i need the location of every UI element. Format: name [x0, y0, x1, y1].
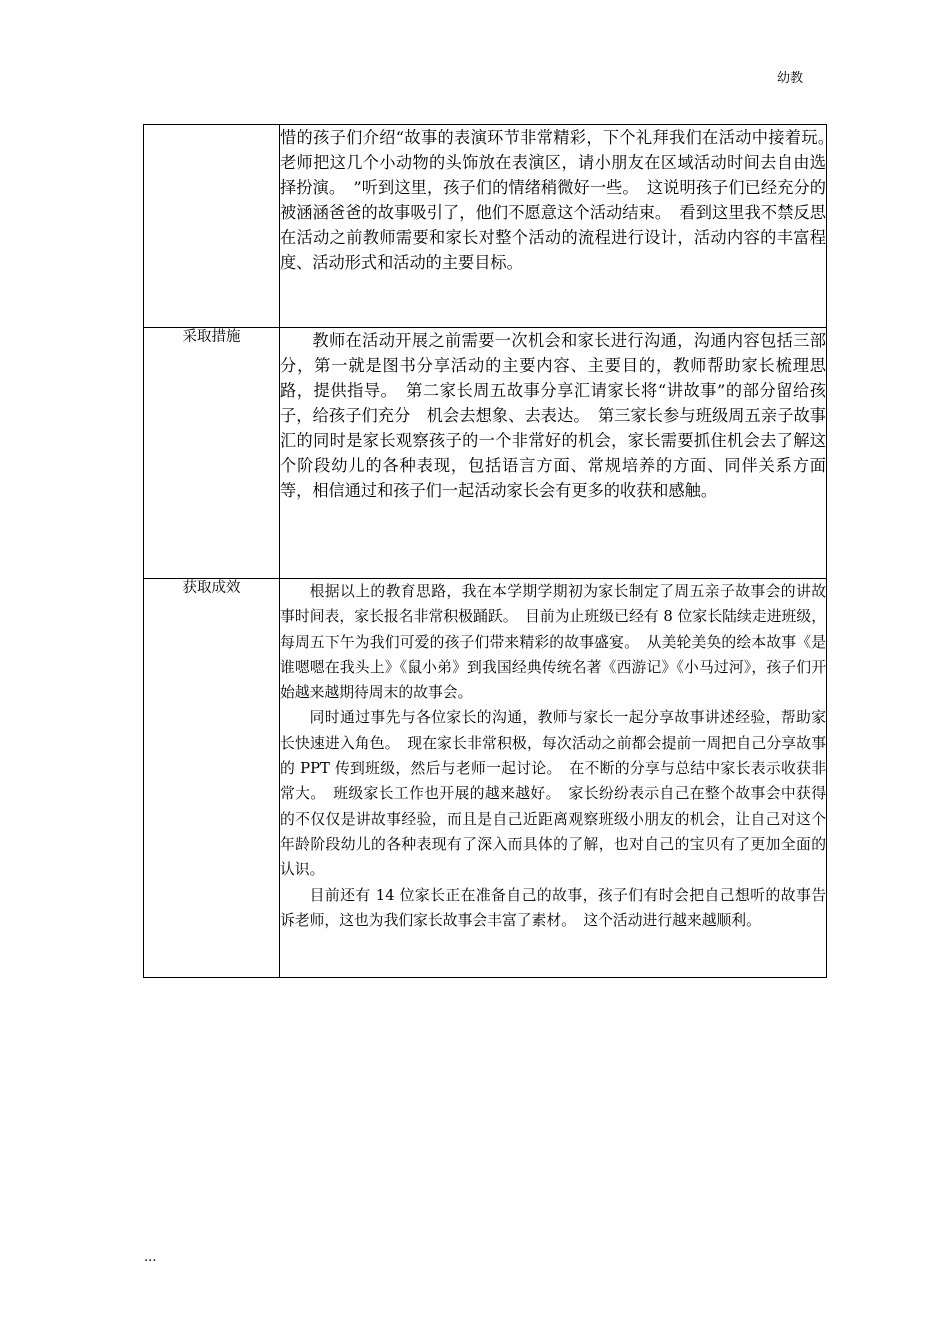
row-content-continued: [280, 125, 843, 328]
paragraph: 目前还有 14 位家长正在准备自己的故事，孩子们有时会把自己想听的故事告诉老师，这也为我们家长故事会丰富了素材。 这个活动进行越来越顺利。: [280, 886, 826, 929]
row-label-empty: [144, 125, 280, 328]
header-category-tag: 幼教: [776, 71, 803, 86]
paragraph: 根据以上的教育思路，我在本学期学期初为家长制定了周五亲子故事会的讲故事时间表，家长报名非常积极踊跃。 目前为止班级已经有 8 位家长陆续走进班级，每周五下午为我们可爱的孩子们带来精彩的故事盛宴。 从美轮美奂的绘本故事《是谁嗯嗯在我头上》《鼠小弟》到我国经典传统名著《西游记》《小马过河》，孩子们开始越来越期待周末的故事会。: [280, 583, 826, 702]
table-row-results: [144, 579, 827, 978]
paragraph: 同时通过事先与各位家长的沟通，教师与家长一起分享故事讲述经验，帮助家长快速进入角色。 现在家长非常积极，每次活动之前都会提前一周把自己分享故事的 PPT 传到班级，然后与老师一起讨论。 在不断的分享与总结中家长表示收获非常大。 班级家长工作也开展的越来越好。 家长纷纷表示自己在整个故事会中获得的不仅仅是讲故事经验，而且是自己近距离观察班级小朋友的机会，让自己对这个年龄阶段幼儿的各种表现有了深入而具体的了解，也对自己的宝贝有了更加全面的认识。: [280, 709, 826, 879]
paragraph: 教师在活动开展之前需要一次机会和家长进行沟通，沟通内容包括三部分，第一就是图书分享活动的主要内容、主要目的，教师帮助家长梳理思路，提供指导。 第二家长周五故事分享汇请家长将“讲故事”的部分留给孩子，给孩子们充分 机会去想象、去表达。 第三家长参与班级周五亲子故事汇的同时是家长观察孩子的一个非常好的机会，家长需要抓住机会去了解这个阶段幼儿的各种表现，包括语言方面、常规培养的方面、同伴关系方面等，相信通过和孩子们一起活动家长会有更多的收获和感触。: [280, 331, 826, 500]
row-label-results: 获取成效: [144, 579, 280, 978]
row-label-measures: 采取措施: [144, 328, 280, 579]
row-content-results: [280, 579, 827, 978]
paragraph: 惜的孩子们介绍“故事的表演环节非常精彩，下个礼拜我们在活动中接着玩。 老师把这几个小动物的头饰放在表演区，请小朋友在区域活动时间去自由选择扮演。 ”听到这里，孩子们的情绪稍微好一些。 这说明孩子们已经充分的被涵涵爸爸的故事吸引了，他们不愿意这个活动结束。 看到这里我不禁反思在活动之前教师需要和家长对整个活动的流程进行设计，活动内容的丰富程度、活动形式和活动的主要目标。: [280, 128, 843, 272]
table-row-measures: [144, 328, 827, 579]
footer-ellipsis: ...: [144, 1250, 157, 1265]
table-row-continued: [144, 125, 827, 328]
row-content-measures: [280, 328, 827, 579]
report-table: [143, 124, 843, 978]
